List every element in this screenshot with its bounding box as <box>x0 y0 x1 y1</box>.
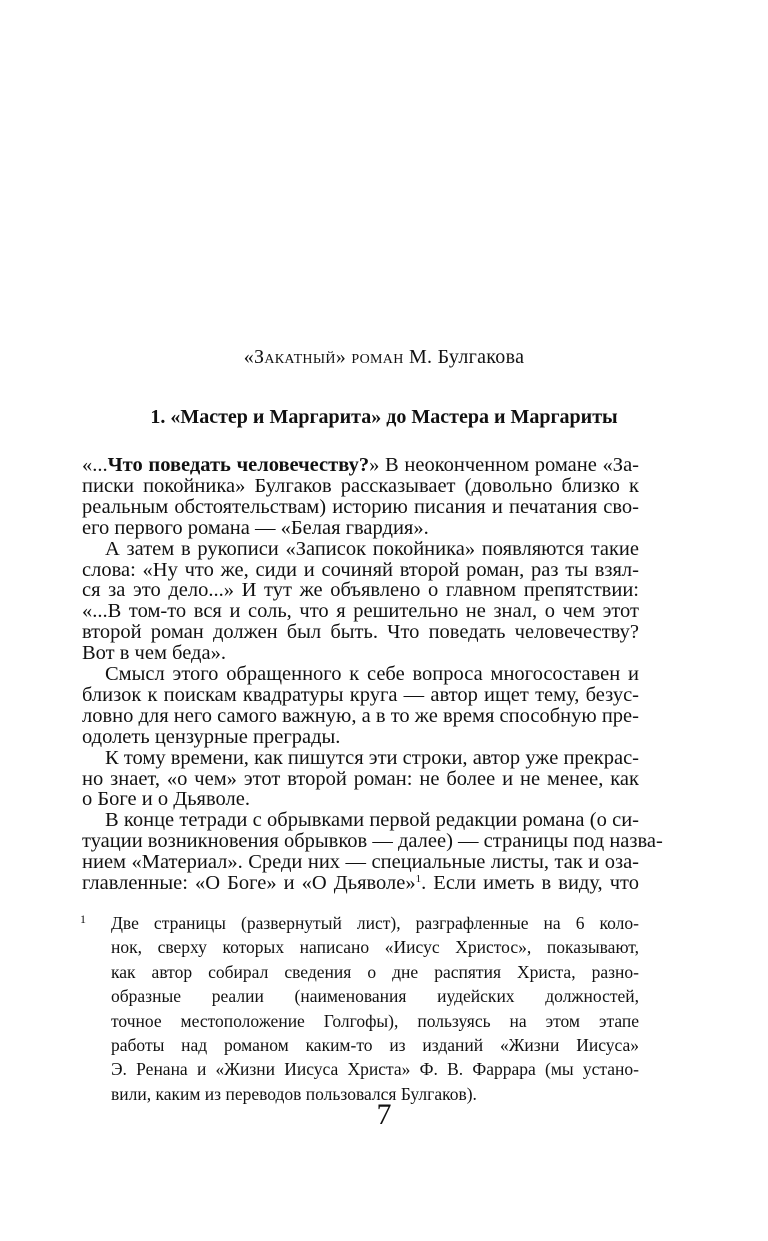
body-line: близок к поискам квадратуры круга — автор ищет тему, безус- <box>82 683 639 706</box>
body-line-segment: «... <box>82 454 108 476</box>
body-line-segment: . Если иметь в виду, что <box>421 872 639 894</box>
footnote-reference[interactable]: 1 <box>415 873 422 885</box>
page-number: 7 <box>376 1098 392 1131</box>
body-line: Смысл этого обращенного к себе вопроса многосоставен и <box>105 663 639 685</box>
body-line-bold: Что поведать человечеству? <box>107 454 370 476</box>
body-line: одолеть цензурные преграды. <box>82 725 341 748</box>
body-line: ся за это дело...» И тут же объявлено о главном препятствии: <box>82 579 639 602</box>
footnote-line: Две страницы (развернутый лист), разграфленные на 6 коло- <box>111 913 639 933</box>
body-line: слова: «Ну что же, сиди и сочиняй второй роман, раз ты взял- <box>82 558 639 581</box>
chapter-title-quote-open: « <box>243 346 255 368</box>
body-line: второй роман должен был быть. Что поведать человечеству? <box>82 621 639 644</box>
footnote-line: нок, сверху которых написано «Иисус Христос», показывают, <box>111 937 639 958</box>
body-line-segment: главленные: «О Боге» и «О Дьяволе» <box>82 872 416 894</box>
footnote-line: работы над романом каким-то из изданий «Жизни Иисуса» <box>111 1035 639 1055</box>
body-line: о Боге и о Дьяволе. <box>82 788 250 811</box>
body-line: реальным обстоятельствам) историю писания и печатания сво- <box>82 495 639 518</box>
footnote-line: образные реалии (наименования иудейских должностей, <box>111 986 639 1007</box>
footnote-line: вили, каким из переводов пользовался Булгаков). <box>111 1083 477 1104</box>
chapter-title-quote-close: » <box>335 346 347 368</box>
body-line: «...В том-то вся и соль, что я решительно не знал, о чем этот <box>82 600 639 623</box>
chapter-title-mid: роман <box>351 346 404 368</box>
footnote-marker: 1 <box>80 912 86 926</box>
chapter-title <box>0 346 768 369</box>
body-line: К тому времени, как пишутся эти строки, автор уже прекрас- <box>105 746 639 769</box>
chapter-title-author: М. Булгакова <box>408 346 525 368</box>
body-line: ловно для него самого важную, а в то же время способную пре- <box>82 704 639 727</box>
body-line: А затем в рукописи «Записок покойника» появляются такие <box>105 537 639 560</box>
body-line: его первого романа — «Белая гвардия». <box>82 516 429 539</box>
footnote-line: Э. Ренана и «Жизни Иисуса Христа» Ф. В. Фаррара (мы устано- <box>111 1059 639 1080</box>
body-line: писки покойника» Булгаков рассказывает (довольно близко к <box>82 474 639 497</box>
body-line: но знает, «о чем» этот второй роман: не более и не менее, как <box>82 767 639 790</box>
chapter-title-word: Закатный <box>254 346 336 368</box>
footnote-line: как автор собирал сведения о дне распятия Христа, разно- <box>111 961 639 982</box>
body-line: Вот в чем беда». <box>82 642 226 665</box>
section-heading: 1. «Мастер и Маргарита» до Мастера и Маргариты <box>150 406 618 428</box>
body-line: нием «Материал». Среди них — специальные листы, так и оза- <box>82 851 639 874</box>
footnote-line: точное местоположение Голгофы), пользуясь на этом этапе <box>111 1010 639 1031</box>
body-line <box>82 870 639 896</box>
body-line: В конце тетради с обрывками первой редакции романа (о си- <box>105 809 639 832</box>
body-line: туации возникновения обрывков — далее) — страницы под назва- <box>82 830 663 853</box>
body-line-segment: » В неоконченном романе «За- <box>369 454 639 476</box>
